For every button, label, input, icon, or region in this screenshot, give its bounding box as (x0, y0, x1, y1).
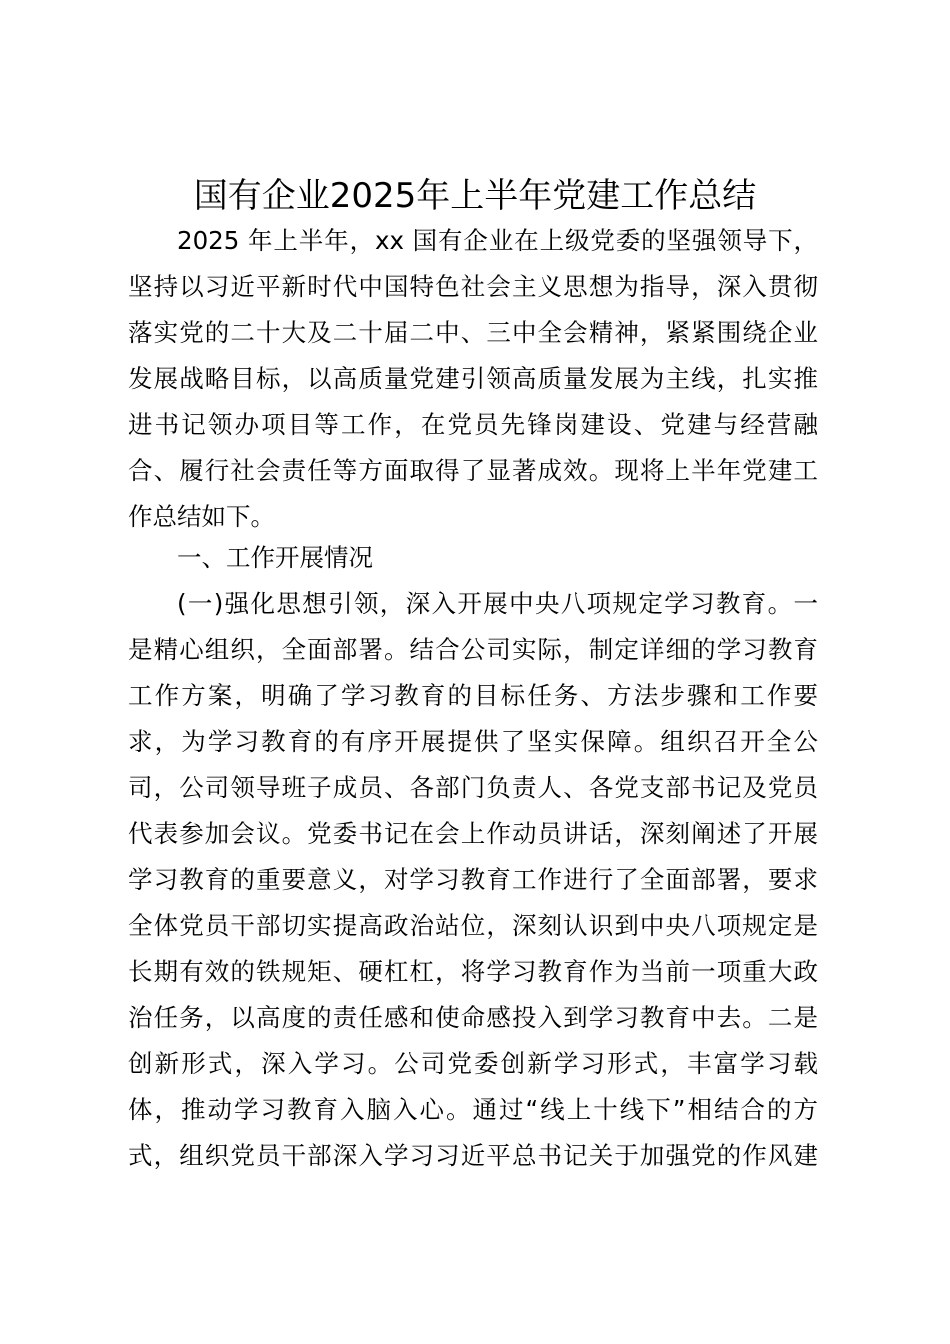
text-line: 体，推动学习教育入脑入心。通过“线上十线下”相结合的方 (128, 1095, 818, 1124)
text-line: 工作方案，明确了学习教育的目标任务、方法步骤和工作要 (128, 681, 818, 710)
text-line: 代表参加会议。党委书记在会上作动员讲话，深刻阐述了开展 (128, 819, 818, 848)
section-heading: 一、工作开展情况 (177, 543, 373, 572)
text-line: 合、履行社会责任等方面取得了显著成效。现将上半年党建工 (128, 456, 818, 485)
document-title: 国有企业2025年上半年党建工作总结 (193, 176, 757, 216)
text-line: 作总结如下。 (128, 502, 275, 531)
text-line: 长期有效的铁规矩、硬杠杠，将学习教育作为当前一项重大政 (128, 957, 818, 986)
text-line: 求，为学习教育的有序开展提供了坚实保障。组织召开全公 (128, 727, 818, 756)
text-line: 发展战略目标，以高质量党建引领高质量发展为主线，扎实推 (128, 364, 818, 393)
text-line: 全体党员干部切实提高政治站位，深刻认识到中央八项规定是 (128, 911, 818, 940)
text-line: 式，组织党员干部深入学习习近平总书记关于加强党的作风建 (128, 1141, 818, 1170)
text-line: 司，公司领导班子成员、各部门负责人、各党支部书记及党员 (128, 773, 818, 802)
text-line: 落实党的二十大及二十届二中、三中全会精神，紧紧围绕企业 (128, 318, 818, 347)
text-line: 进书记领办项目等工作，在党员先锋岗建设、党建与经营融 (128, 410, 818, 439)
text-line: 学习教育的重要意义，对学习教育工作进行了全面部署，要求 (128, 865, 818, 894)
text-line: 治任务，以高度的责任感和使命感投入到学习教育中去。二是 (128, 1003, 818, 1032)
text-line: 2025 年上半年，xx 国有企业在上级党委的坚强领导下， (177, 226, 818, 255)
text-line: 是精心组织，全面部署。结合公司实际，制定详细的学习教育 (128, 635, 818, 664)
text-line: 创新形式，深入学习。公司党委创新学习形式，丰富学习载 (128, 1049, 818, 1078)
subsection-heading-line: (一)强化思想引领，深入开展中央八项规定学习教育。一 (177, 589, 818, 618)
text-line: 坚持以习近平新时代中国特色社会主义思想为指导，深入贯彻 (128, 272, 818, 301)
